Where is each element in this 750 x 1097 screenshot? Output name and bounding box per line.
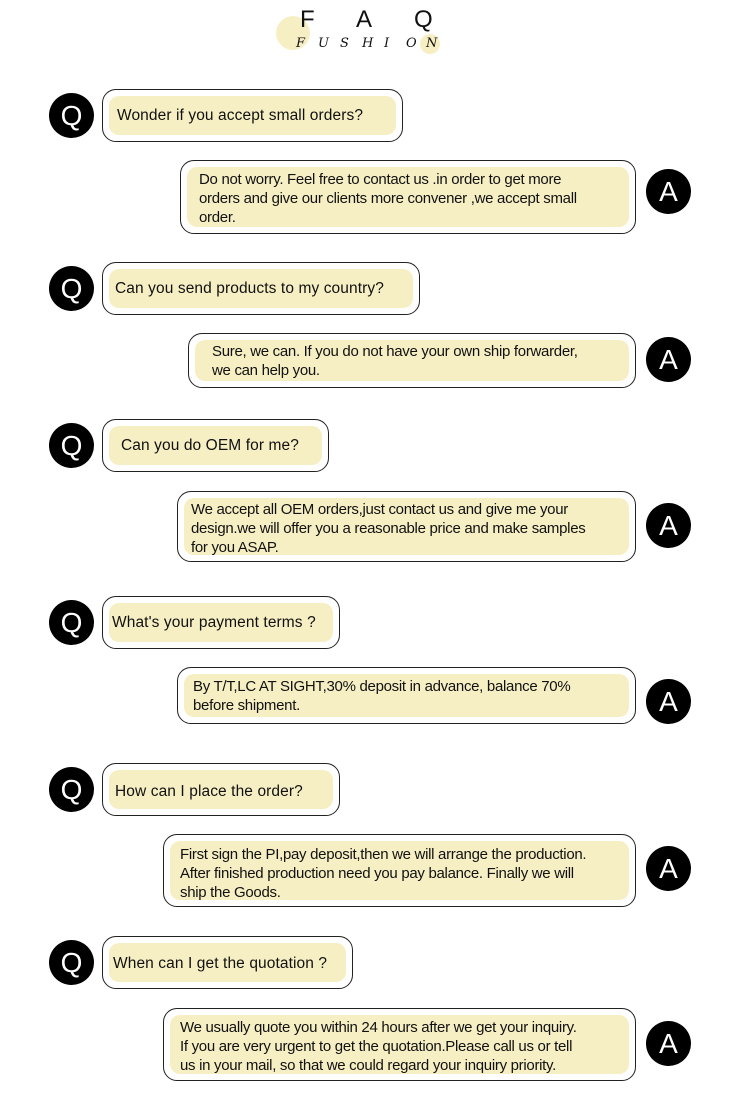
answer-line: before shipment.	[193, 697, 300, 714]
answer-bubble	[188, 333, 636, 388]
question-text: When can I get the quotation ?	[113, 955, 328, 972]
question-bubble	[102, 89, 403, 142]
answer-text	[191, 500, 585, 557]
answer-badge: A	[646, 337, 691, 382]
answer-line: We accept all OEM orders,just contact us and give me your	[191, 501, 568, 518]
answer-line: Sure, we can. If you do not have your own ship forwarder,	[212, 343, 578, 360]
header-sub-letter: F	[296, 36, 306, 51]
answer-text	[193, 677, 570, 715]
answer-bubble	[177, 491, 636, 562]
answer-badge: A	[646, 679, 691, 724]
answer-text	[180, 845, 586, 902]
answer-bubble	[180, 160, 636, 234]
header-letter-f: F	[300, 6, 315, 33]
question-badge: Q	[49, 767, 94, 812]
header-letter-a: A	[356, 6, 373, 33]
answer-line: design.we will offer you a reasonable price and make samples	[191, 520, 586, 537]
header-sub-letter: U	[318, 36, 329, 51]
header-sub-letter: I	[384, 36, 390, 51]
answer-text	[199, 170, 577, 227]
answer-badge: A	[646, 169, 691, 214]
question-bubble	[102, 262, 420, 315]
answer-badge: A	[646, 846, 691, 891]
answer-line: We usually quote you within 24 hours after we get your inquiry.	[180, 1019, 577, 1036]
answer-bubble	[163, 1008, 636, 1081]
answer-line: After finished production need you pay balance. Finally we will	[180, 865, 574, 882]
answer-badge: A	[646, 503, 691, 548]
question-badge: Q	[49, 93, 94, 138]
question-text: Can you send products to my country?	[115, 280, 384, 297]
question-text: Can you do OEM for me?	[121, 437, 299, 454]
answer-line: By T/T,LC AT SIGHT,30% deposit in advance, balance 70%	[193, 678, 571, 695]
question-badge: Q	[49, 266, 94, 311]
faq-header	[270, 4, 450, 58]
answer-line: If you are very urgent to get the quotation.Please call us or tell	[180, 1038, 573, 1055]
question-badge: Q	[49, 423, 94, 468]
answer-text	[212, 342, 578, 380]
question-text: What's your payment terms ?	[112, 614, 316, 631]
answer-bubble	[177, 667, 636, 724]
answer-line: for you ASAP.	[191, 539, 279, 556]
question-bubble	[102, 936, 353, 989]
answer-line: order.	[199, 209, 236, 226]
question-bubble	[102, 763, 340, 816]
header-sub-letter: S	[340, 36, 349, 51]
header-sub-letter: N	[426, 36, 438, 51]
answer-line: Do not worry. Feel free to contact us .in order to get more	[199, 171, 562, 188]
answer-line: ship the Goods.	[180, 884, 281, 901]
answer-bubble	[163, 834, 636, 907]
answer-line: orders and give our clients more convener ,we accept small	[199, 190, 577, 207]
question-bubble	[102, 419, 329, 472]
header-sub-letter: O	[406, 36, 417, 51]
question-bubble	[102, 596, 340, 649]
question-badge: Q	[49, 600, 94, 645]
answer-line: us in your mail, so that we could regard your inquiry priority.	[180, 1057, 556, 1074]
question-badge: Q	[49, 940, 94, 985]
question-text: How can I place the order?	[115, 783, 303, 800]
question-text: Wonder if you accept small orders?	[117, 107, 364, 124]
header-sub-letter: H	[362, 36, 374, 51]
answer-line: we can help you.	[212, 362, 320, 379]
answer-line: First sign the PI,pay deposit,then we will arrange the production.	[180, 846, 587, 863]
answer-badge: A	[646, 1021, 691, 1066]
answer-text	[180, 1018, 577, 1075]
header-letter-q: Q	[414, 6, 433, 33]
